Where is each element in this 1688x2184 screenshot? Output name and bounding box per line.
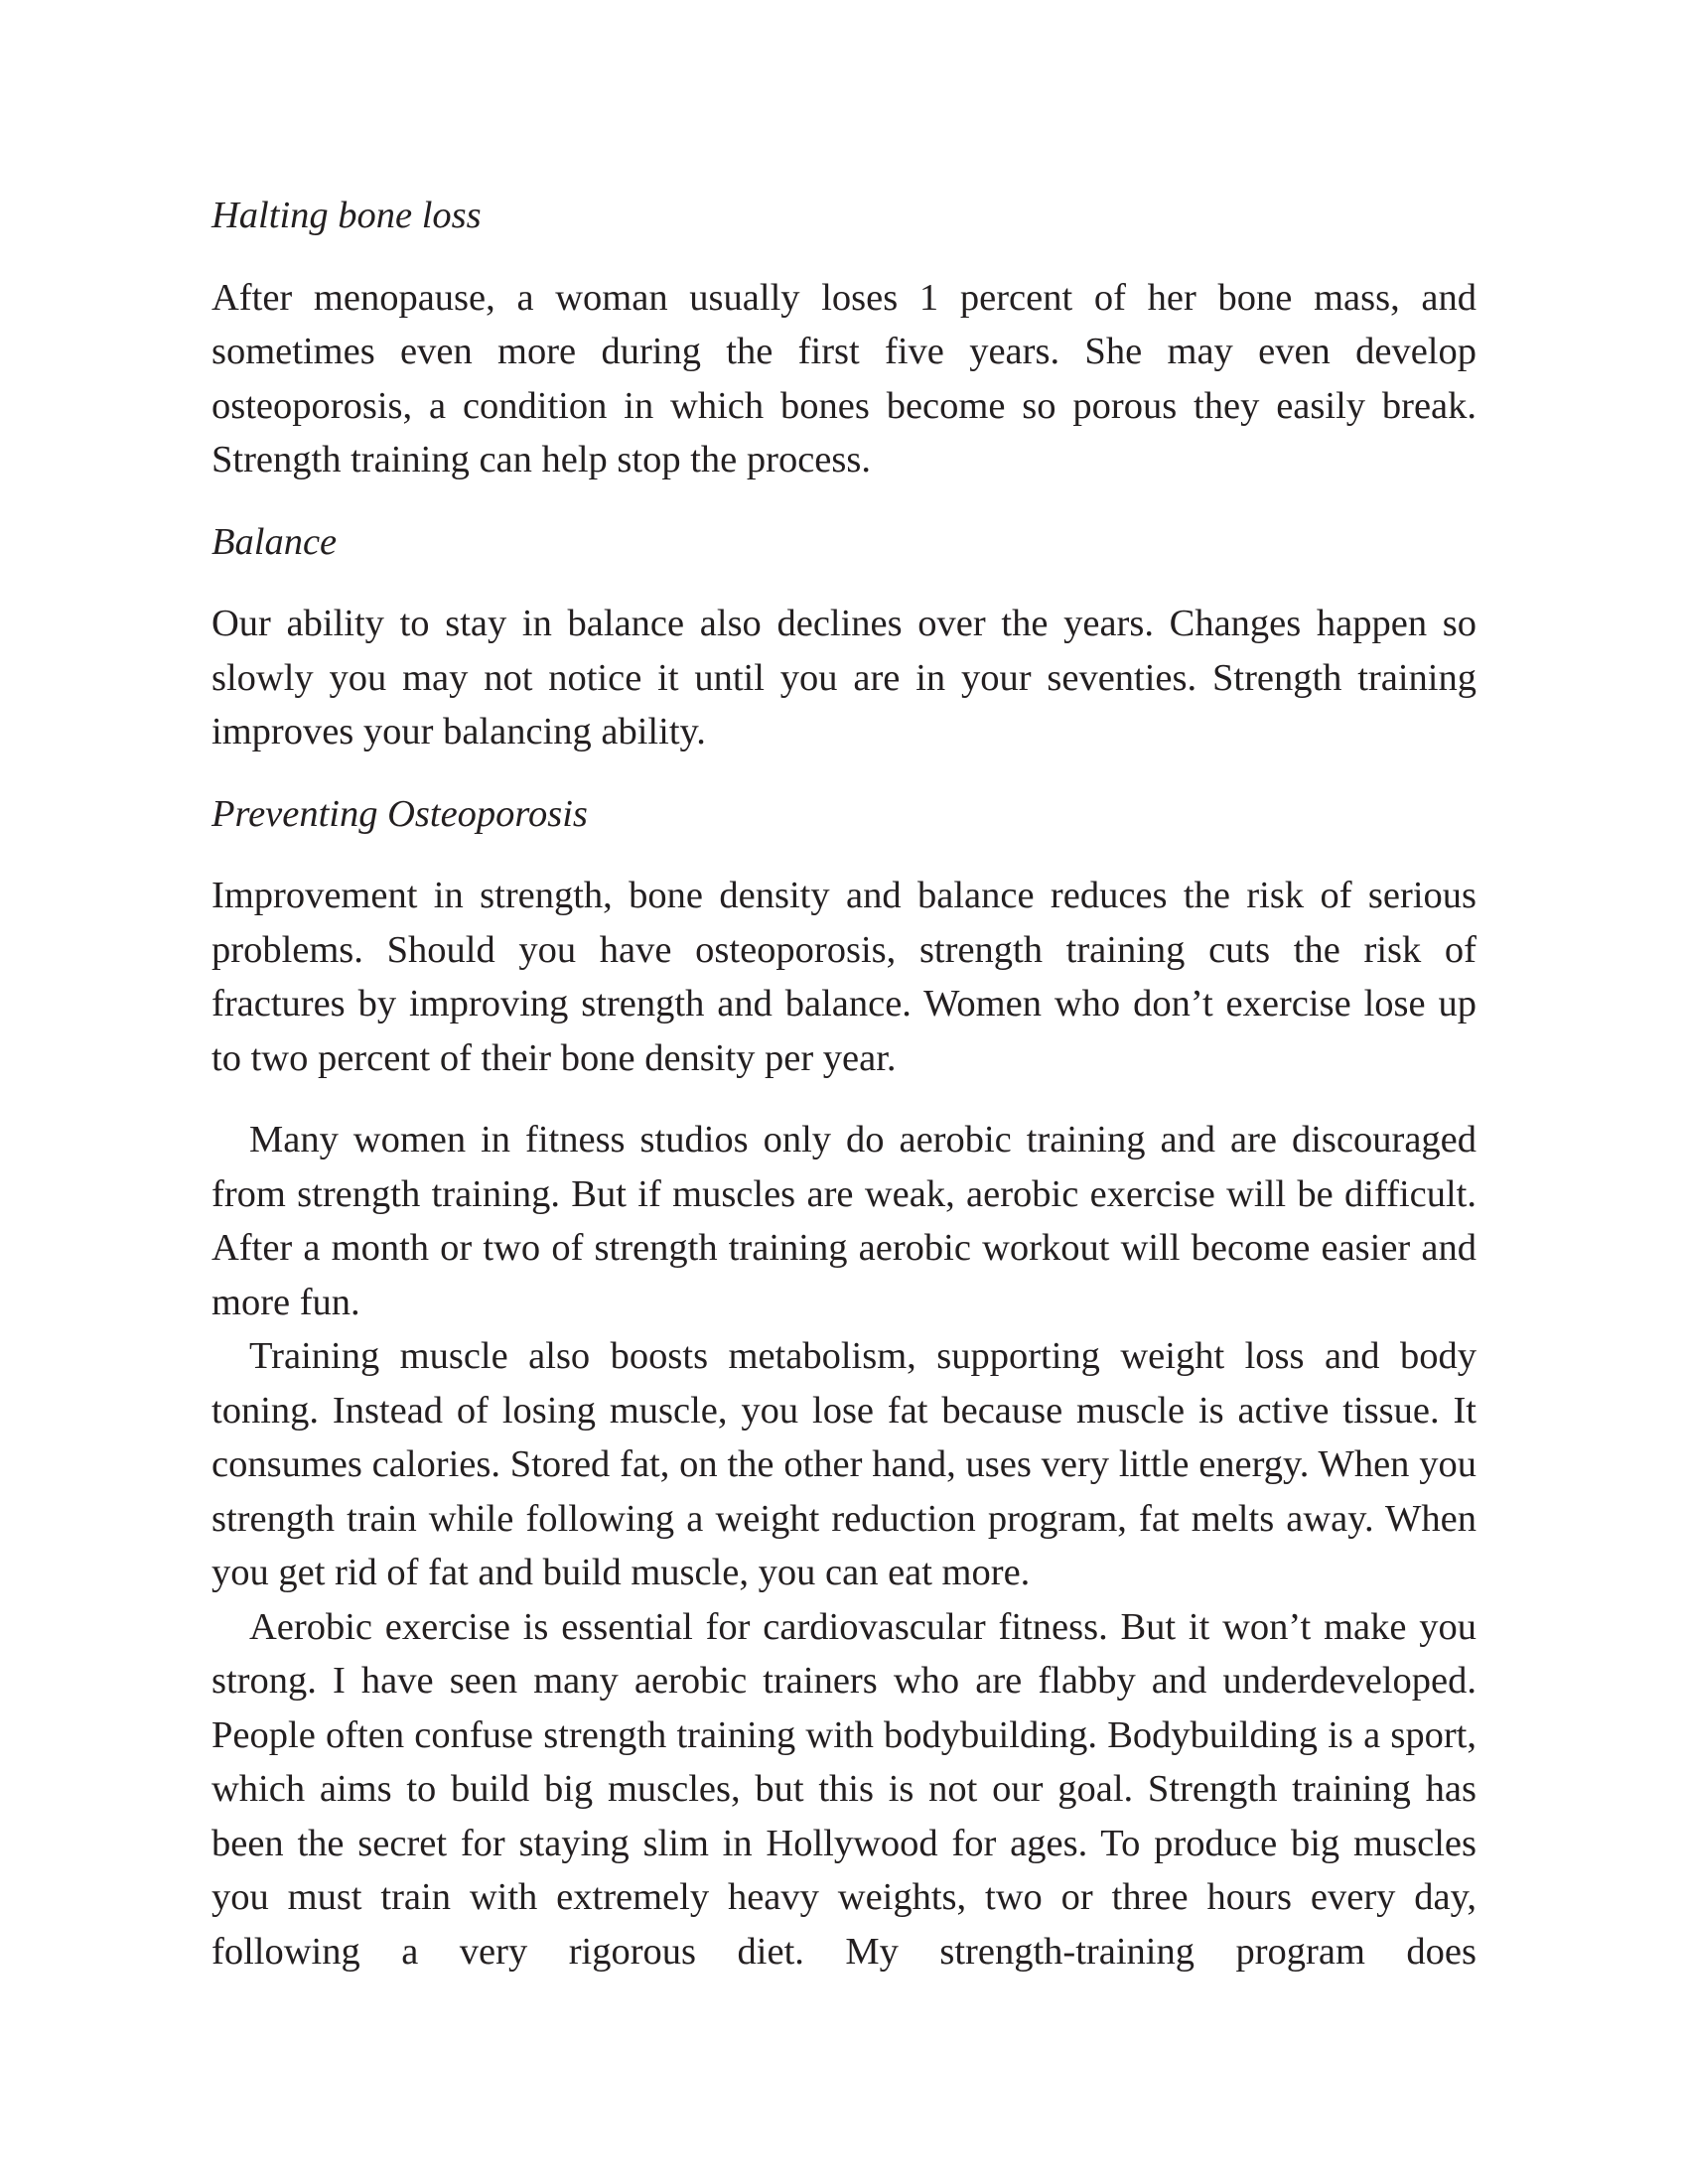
section-paragraph: Improvement in strength, bone density and balance reduces the risk of serious problems. Should you have osteoporosis, strength training cuts the risk of fractures by improving strength and balance. Women who don’t exercise lose up to two percent of their bone density per year. (211, 875, 1477, 1079)
section-preventing-osteoporosis (211, 787, 1477, 1086)
body-paragraph: Aerobic exercise is essential for cardiovascular fitness. But it won’t make you strong. I have seen many aerobic trainers who are flabby and underdeveloped. People often confuse strength training with bodybuilding. Bodybuilding is a sport, which aims to build big muscles, but this is not our goal. Strength training has been the secret for staying slim in Hollywood for ages. To produce big muscles you must train with extremely heavy weights, two or three hours every day, following a very rigorous diet. My strength-training program does (211, 1605, 1477, 1973)
section-heading: Preventing Osteoporosis (211, 792, 588, 835)
body-paragraph: Many women in fitness studios only do aerobic training and are discouraged from strength training. But if muscles are weak, aerobic exercise will be difficult. After a month or two of strength training aerobic workout will become easier and more fun. (211, 1119, 1477, 1323)
section-heading: Balance (211, 520, 338, 563)
section-balance (211, 515, 1477, 759)
section-halting-bone-loss (211, 189, 1477, 487)
section-paragraph: Our ability to stay in balance also declines over the years. Changes happen so slowly you may not notice it until you are in your seventies. Strength training improves your balancing ability. (211, 603, 1477, 752)
body-text (211, 1113, 1477, 1979)
page-body (211, 189, 1477, 1979)
section-heading: Halting bone loss (211, 195, 482, 236)
body-paragraph: Training muscle also boosts metabolism, supporting weight loss and body toning. Instead of losing muscle, you lose fat because muscle is active tissue. It consumes calories. Stored fat, on the other hand, uses very little energy. When you strength train while following a weight reduction program, fat melts away. When you get rid of fat and build muscle, you can eat more. (211, 1335, 1477, 1593)
section-paragraph: After menopause, a woman usually loses 1 percent of her bone mass, and sometimes even more during the first five years. She may even develop osteoporosis, a condition in which bones become so porous they easily break. Strength training can help stop the process. (211, 276, 1477, 480)
